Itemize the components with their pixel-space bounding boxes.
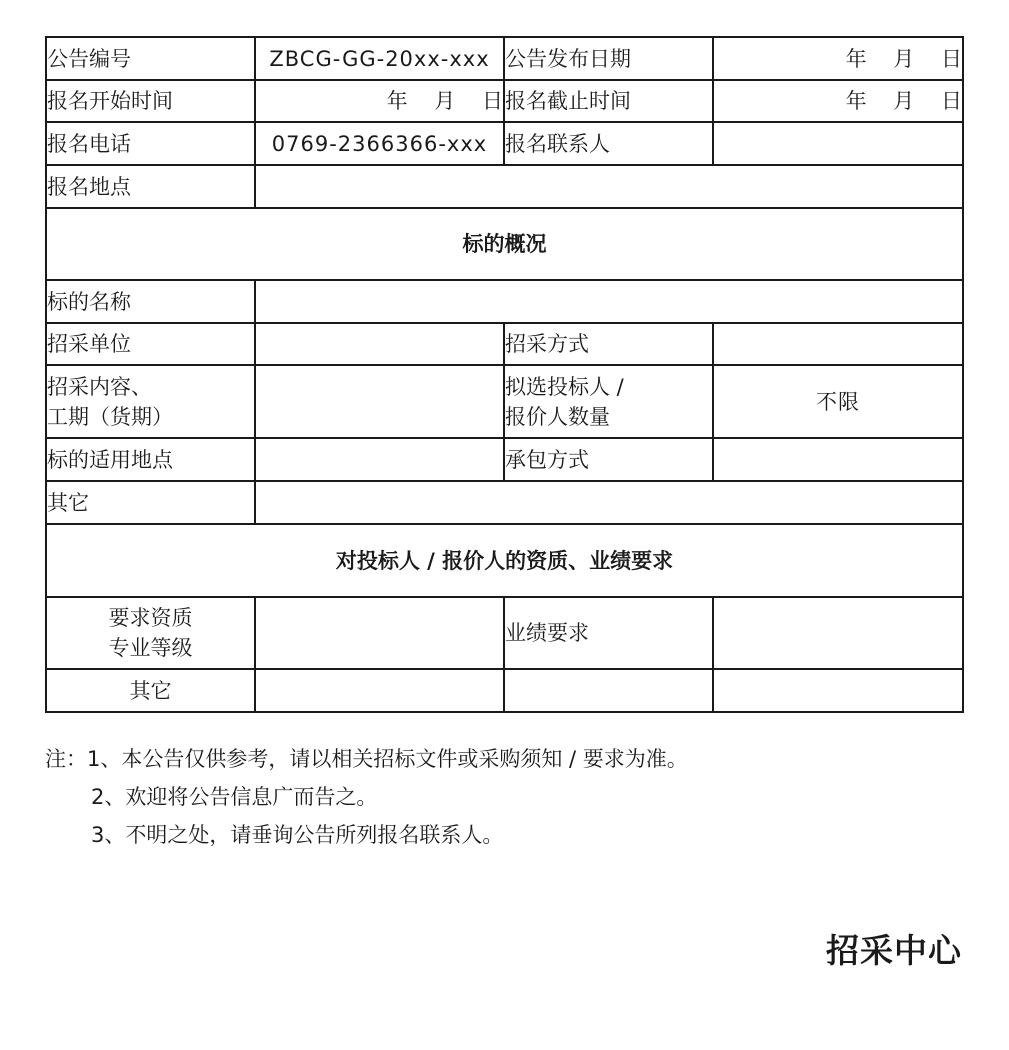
table-row (46, 524, 963, 597)
section-heading-subject: 标的概况 (46, 208, 963, 280)
announcement-no-label: 公告编号 (46, 37, 255, 80)
publish-date-value: 年 月 日 (713, 37, 963, 80)
table-row (46, 669, 963, 712)
bidder-count-label-line1: 拟选投标人 / (505, 374, 624, 399)
table-row (46, 323, 963, 365)
subject-location-label: 标的适用地点 (46, 438, 255, 481)
subject-name-label: 标的名称 (46, 280, 255, 323)
organization-name: 招采中心 (826, 931, 962, 970)
announcement-form-table (45, 36, 964, 713)
subject-location-value (255, 438, 504, 481)
qualification-label-line1: 要求资质 (108, 606, 193, 630)
publish-date-label: 公告发布日期 (504, 37, 713, 80)
section-heading-requirements: 对投标人 / 报价人的资质、业绩要求 (46, 524, 963, 597)
req-other-label: 其它 (46, 669, 255, 712)
reg-location-value (255, 165, 963, 208)
content-label-line2: 工期（货期） (47, 404, 173, 429)
buyer-label: 招采单位 (46, 323, 255, 365)
table-row (46, 481, 963, 524)
note-line-2: 2、欢迎将公告信息广而告之。 (91, 785, 378, 809)
performance-value (713, 597, 963, 669)
table-row (46, 280, 963, 323)
content-value (255, 365, 504, 438)
reg-contact-label: 报名联系人 (504, 122, 713, 165)
reg-end-label: 报名截止时间 (504, 80, 713, 122)
reg-contact-value (713, 122, 963, 165)
table-row (46, 438, 963, 481)
req-other-value-2 (504, 669, 713, 712)
contract-method-value (713, 438, 963, 481)
qualification-label (46, 597, 255, 669)
table-row (46, 208, 963, 280)
table-row (46, 165, 963, 208)
req-other-value-1 (255, 669, 504, 712)
table-row (46, 597, 963, 669)
bidder-count-label-line2: 报价人数量 (505, 404, 610, 429)
reg-start-value: 年 月 日 (255, 80, 504, 122)
reg-location-label: 报名地点 (46, 165, 255, 208)
reg-end-value: 年 月 日 (713, 80, 963, 122)
req-other-value-3 (713, 669, 963, 712)
note-line-3: 3、不明之处，请垂询公告所列报名联系人。 (91, 823, 504, 847)
other-value (255, 481, 963, 524)
performance-label: 业绩要求 (504, 597, 713, 669)
method-value (713, 323, 963, 365)
subject-name-value (255, 280, 963, 323)
contract-method-label: 承包方式 (504, 438, 713, 481)
buyer-value (255, 323, 504, 365)
content-label-line1: 招采内容、 (47, 374, 152, 399)
announcement-no-value: ZBCG-GG-20xx-xxx (255, 37, 504, 80)
reg-start-label: 报名开始时间 (46, 80, 255, 122)
other-label: 其它 (46, 481, 255, 524)
qualification-label-line2: 专业等级 (108, 636, 193, 660)
table-row (46, 37, 963, 80)
bidder-count-label (504, 365, 713, 438)
table-row (46, 365, 963, 438)
bidder-count-value: 不限 (713, 365, 963, 438)
qualification-value (255, 597, 504, 669)
notes-block (45, 740, 688, 854)
note-line-1: 注：1、本公告仅供参考，请以相关招标文件或采购须知 / 要求为准。 (45, 747, 688, 771)
table-row (46, 122, 963, 165)
reg-phone-label: 报名电话 (46, 122, 255, 165)
reg-phone-value: 0769-2366366-xxx (255, 122, 504, 165)
method-label: 招采方式 (504, 323, 713, 365)
content-label (46, 365, 255, 438)
table-row (46, 80, 963, 122)
